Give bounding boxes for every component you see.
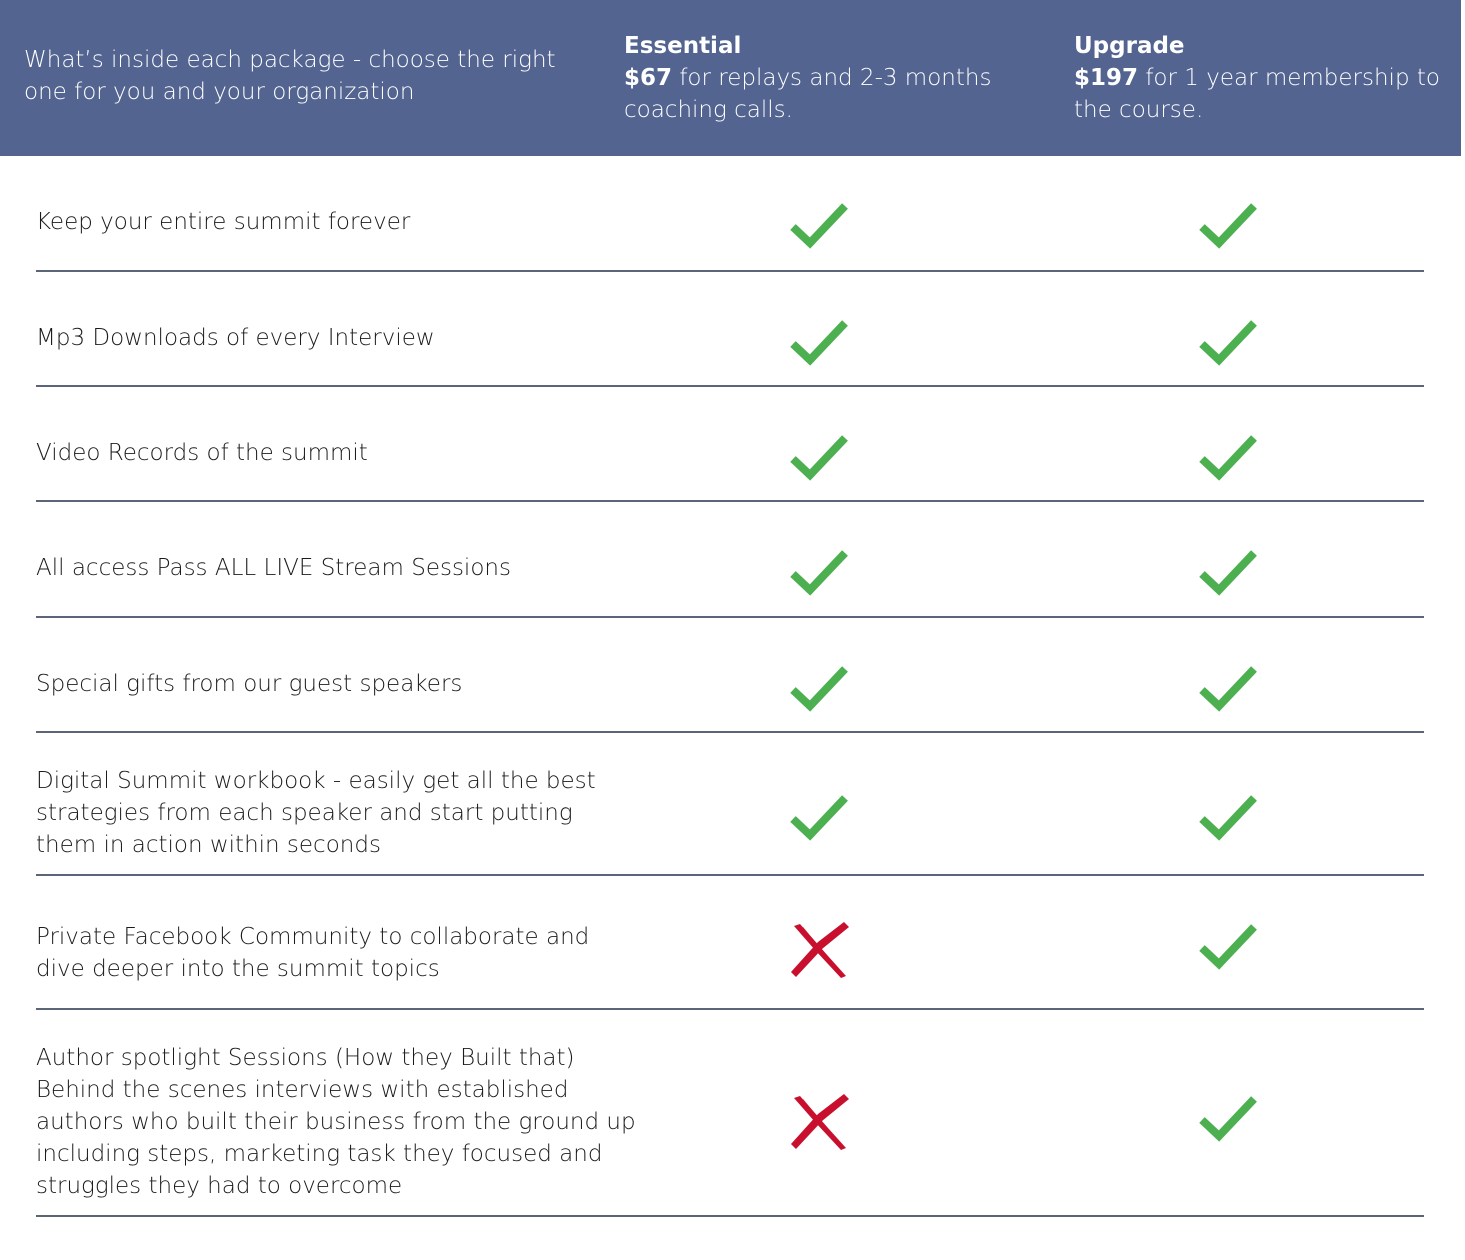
feature-row bbox=[36, 1010, 1424, 1217]
essential-mark bbox=[788, 544, 850, 606]
essential-mark bbox=[788, 314, 850, 376]
plan-upgrade bbox=[1074, 30, 1464, 126]
essential-mark bbox=[788, 660, 850, 722]
plan-description: for 1 year membership to the course. bbox=[1074, 65, 1440, 123]
feature-row bbox=[36, 733, 1424, 876]
upgrade-mark bbox=[1197, 1090, 1259, 1152]
check-icon bbox=[788, 789, 850, 851]
essential-mark bbox=[788, 197, 850, 259]
plan-name: Upgrade bbox=[1074, 33, 1185, 59]
plan-description: for replays and 2-3 months coaching calls. bbox=[624, 65, 992, 123]
check-icon bbox=[788, 544, 850, 606]
header-intro: What’s inside each package - choose the right one for you and your organization bbox=[24, 47, 556, 105]
comparison-header bbox=[0, 0, 1461, 156]
feature-label: Mp3 Downloads of every Interview bbox=[36, 325, 435, 351]
feature-row bbox=[36, 156, 1424, 272]
check-icon bbox=[788, 197, 850, 259]
feature-table bbox=[0, 156, 1465, 1217]
check-icon bbox=[1197, 314, 1259, 376]
essential-mark bbox=[788, 429, 850, 491]
feature-row bbox=[36, 876, 1424, 1010]
plan-name: Essential bbox=[624, 33, 742, 59]
plan-price: $197 bbox=[1074, 65, 1139, 91]
feature-row bbox=[36, 387, 1424, 502]
check-icon bbox=[1197, 429, 1259, 491]
feature-label: Special gifts from our guest speakers bbox=[36, 671, 463, 697]
upgrade-mark bbox=[1197, 789, 1259, 851]
check-icon bbox=[1197, 544, 1259, 606]
upgrade-mark bbox=[1197, 660, 1259, 722]
plan-essential bbox=[624, 30, 1014, 126]
check-icon bbox=[788, 429, 850, 491]
upgrade-mark bbox=[1197, 918, 1259, 980]
check-icon bbox=[1197, 197, 1259, 259]
cross-icon bbox=[788, 918, 850, 980]
feature-label: Author spotlight Sessions (How they Built that) Behind the scenes interviews with established authors who built their business from the ground up including steps, marketing task they focused and struggles they had to overcome bbox=[36, 1045, 636, 1199]
feature-label: Private Facebook Community to collaborate and dive deeper into the summit topics bbox=[36, 924, 590, 982]
check-icon bbox=[1197, 1090, 1259, 1152]
essential-mark bbox=[788, 1090, 850, 1152]
feature-row bbox=[36, 272, 1424, 387]
check-icon bbox=[1197, 918, 1259, 980]
feature-row bbox=[36, 618, 1424, 733]
feature-label: Digital Summit workbook - easily get all the best strategies from each speaker and start putting them in action within seconds bbox=[36, 768, 596, 858]
feature-row bbox=[36, 502, 1424, 618]
feature-label: Keep your entire summit forever bbox=[36, 209, 411, 235]
cross-icon bbox=[788, 1090, 850, 1152]
plan-price: $67 bbox=[624, 65, 673, 91]
check-icon bbox=[1197, 660, 1259, 722]
upgrade-mark bbox=[1197, 544, 1259, 606]
upgrade-mark bbox=[1197, 314, 1259, 376]
essential-mark bbox=[788, 789, 850, 851]
feature-label: All access Pass ALL LIVE Stream Sessions bbox=[36, 555, 511, 581]
check-icon bbox=[1197, 789, 1259, 851]
feature-label: Video Records of the summit bbox=[36, 440, 368, 466]
upgrade-mark bbox=[1197, 429, 1259, 491]
check-icon bbox=[788, 314, 850, 376]
upgrade-mark bbox=[1197, 197, 1259, 259]
check-icon bbox=[788, 660, 850, 722]
essential-mark bbox=[788, 918, 850, 980]
